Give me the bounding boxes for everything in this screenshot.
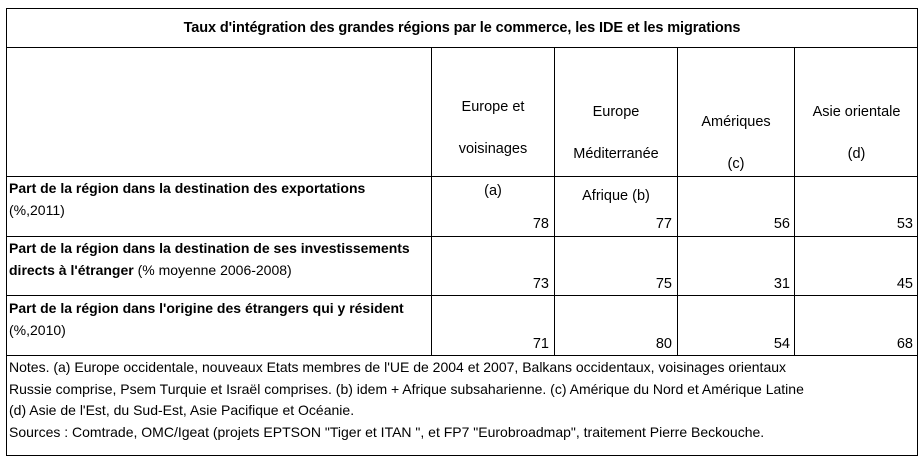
row-label-bold: Part de la région dans la destination de ses investissements <box>9 240 410 256</box>
column-header-europe-mediterranee-afrique <box>555 48 677 204</box>
cell-investissements-europe-mediterranee: 75 <box>655 276 672 292</box>
column-header-europe-voisinages <box>432 48 554 199</box>
row-label-investissements <box>9 237 429 281</box>
note-line: Russie comprise, Psem Turquie et Israël comprises. (b) idem + Afrique subsaharienne. (c) Amérique du Nord et Amérique Latine <box>9 380 804 397</box>
column-header-line: Méditerranée <box>573 146 659 162</box>
cell-investissements-asie-orientale: 45 <box>896 276 913 292</box>
row-label-unit: (% moyenne 2006-2008) <box>133 262 292 278</box>
row-label-unit: (%,2011) <box>9 202 65 218</box>
cell-etrangers-ameriques: 54 <box>773 336 790 352</box>
row-label-bold: directs à l'étranger <box>9 262 134 278</box>
note-line: Notes. (a) Europe occidentale, nouveaux Etats membres de l'UE de 2004 et 2007, Balkans occidentaux, voisinages orientaux <box>9 359 787 375</box>
column-header-line: (d) <box>847 146 866 162</box>
note-line: Sources : Comtrade, OMC/Igeat (projets EPTSON "Tiger et ITAN ", et FP7 "Eurobroadmap", traitement Pierre Beckouche. <box>9 424 765 441</box>
cell-etrangers-asie-orientale: 68 <box>896 336 913 352</box>
row-label-bold: Part de la région dans l'origine des étrangers qui y résident <box>9 300 404 316</box>
column-header-ameriques <box>678 48 794 176</box>
column-header-line: Europe et <box>461 99 525 115</box>
note-line: (d) Asie de l'Est, du Sud-Est, Asie Pacifique et Océanie. <box>9 402 355 419</box>
column-header-asie-orientale <box>795 48 918 176</box>
cell-etrangers-europe-voisinages: 71 <box>532 336 549 352</box>
cell-exportations-asie-orientale: 53 <box>896 216 913 232</box>
column-header-line: Amériques <box>701 114 771 130</box>
cell-exportations-europe-voisinages: 78 <box>532 216 549 232</box>
table-title: Taux d'intégration des grandes régions par le commerce, les IDE et les migrations <box>183 20 741 36</box>
row-label-etrangers <box>9 297 429 341</box>
cell-investissements-ameriques: 31 <box>773 276 790 292</box>
row-label-unit: (%,2010) <box>9 322 66 338</box>
column-header-line: (c) <box>727 156 745 172</box>
row-label-exportations <box>9 177 429 221</box>
column-header-line: (a) <box>484 183 502 199</box>
row-divider-2 <box>6 295 918 296</box>
cell-etrangers-europe-mediterranee: 80 <box>655 336 672 352</box>
cell-exportations-europe-mediterranee: 77 <box>655 216 672 232</box>
column-header-line: Afrique (b) <box>582 188 650 204</box>
column-header-line: Europe <box>592 104 640 120</box>
cell-investissements-europe-voisinages: 73 <box>532 276 549 292</box>
column-header-line: voisinages <box>458 141 528 157</box>
table-notes <box>9 357 909 444</box>
row-divider-3 <box>6 355 918 356</box>
row-label-bold: Part de la région dans la destination des exportations <box>9 180 366 196</box>
cell-exportations-ameriques: 56 <box>773 216 790 232</box>
column-header-line: Asie orientale <box>812 104 901 120</box>
